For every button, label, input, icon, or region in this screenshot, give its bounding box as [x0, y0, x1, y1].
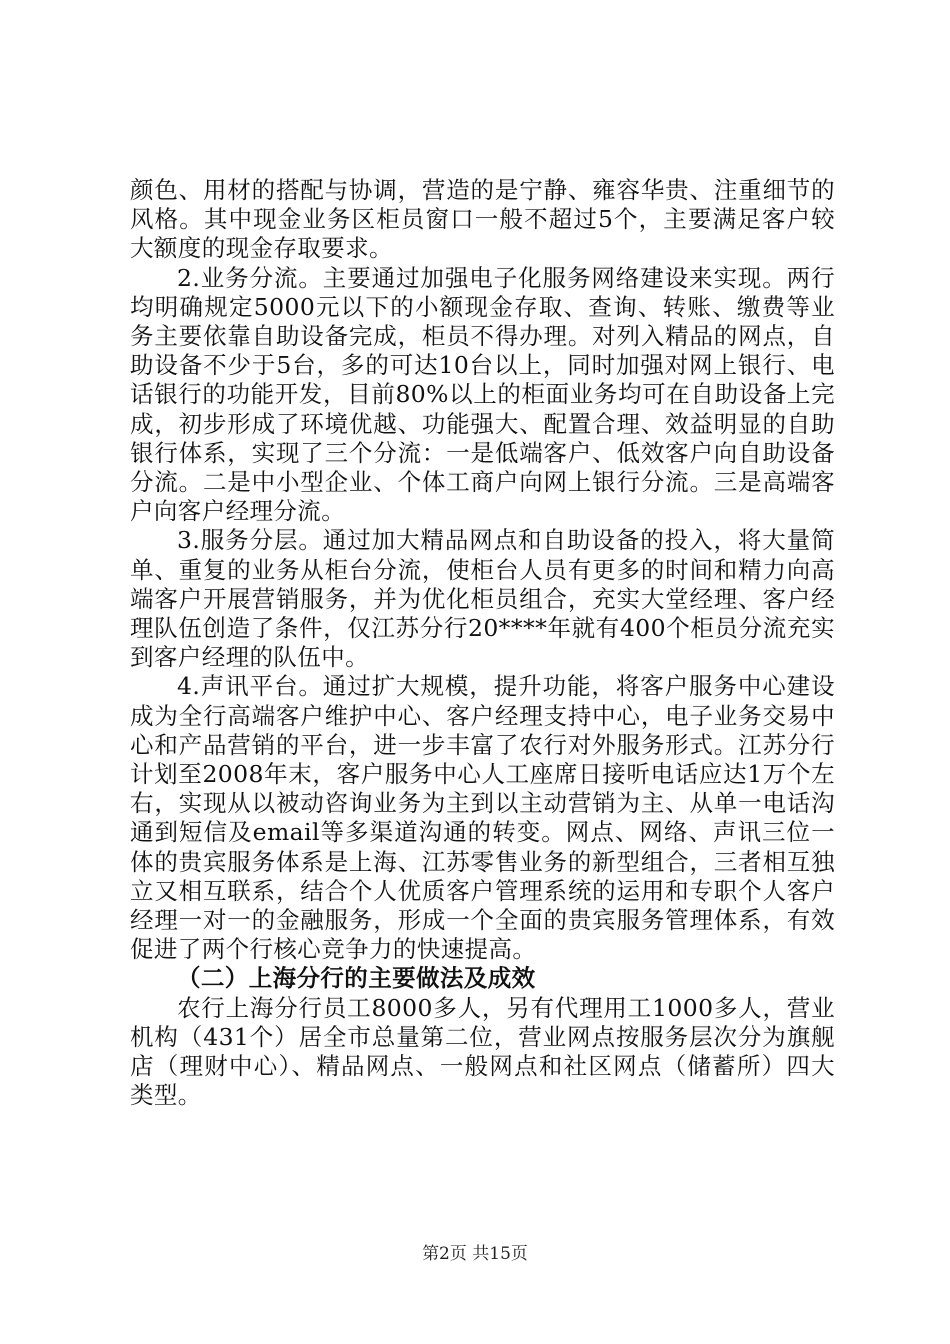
paragraph-business-diversion: 2.业务分流。主要通过加强电子化服务网络建设来实现。两行均明确规定5000元以下的小额现金存取、查询、转账、缴费等业务主要依靠自助设备完成，柜员不得办理。对列入精品的网点，自助设备不少于5台，多的可达10台以上，同时加强对网上银行、电话银行的功能开发，目前80%以上的柜面业务均可在自助设备上完成，初步形成了环境优越、功能强大、配置合理、效益明显的自助银行体系，实现了三个分流：一是低端客户、低效客户向自助设备分流。二是中小型企业、个体工商户向网上银行分流。三是高端客户向客户经理分流。: [130, 263, 835, 526]
paragraph-service-layering: 3.服务分层。通过加大精品网点和自助设备的投入，将大量简单、重复的业务从柜台分流，使柜台人员有更多的时间和精力向高端客户开展营销服务，并为优化柜员组合，充实大堂经理、客户经理队伍创造了条件，仅江苏分行20****年就有400个柜员分流充实到客户经理的队伍中。: [130, 526, 835, 672]
document-body: [130, 176, 835, 1111]
paragraph-decor-style: 颜色、用材的搭配与协调，营造的是宁静、雍容华贵、注重细节的风格。其中现金业务区柜员窗口一般不超过5个，主要满足客户较大额度的现金存取要求。: [130, 176, 835, 263]
paragraph-shanghai-branch: 农行上海分行员工8000多人，另有代理用工1000多人，营业机构（431个）居全市总量第二位，营业网点按服务层次分为旗舰店（理财中心）、精品网点、一般网点和社区网点（储蓄所）四大类型。: [130, 993, 835, 1110]
section-heading: （二）上海分行的主要做法及成效: [177, 964, 536, 993]
paragraph-voice-platform: 4.声讯平台。通过扩大规模，提升功能，将客户服务中心建设成为全行高端客户维护中心、客户经理支持中心，电子业务交易中心和产品营销的平台，进一步丰富了农行对外服务形式。江苏分行计划至2008年末，客户服务中心人工座席日接听电话应达1万个左右，实现从以被动咨询业务为主到以主动营销为主、从单一电话沟通到短信及email等多渠道沟通的转变。网点、网络、声讯三位一体的贵宾服务体系是上海、江苏零售业务的新型组合，三者相互独立又相互联系，结合个人优质客户管理系统的运用和专职个人客户经理一对一的金融服务，形成一个全面的贵宾服务管理体系，有效促进了两个行核心竞争力的快速提高。: [130, 672, 835, 964]
page-footer: 第2页 共15页: [422, 1244, 528, 1264]
